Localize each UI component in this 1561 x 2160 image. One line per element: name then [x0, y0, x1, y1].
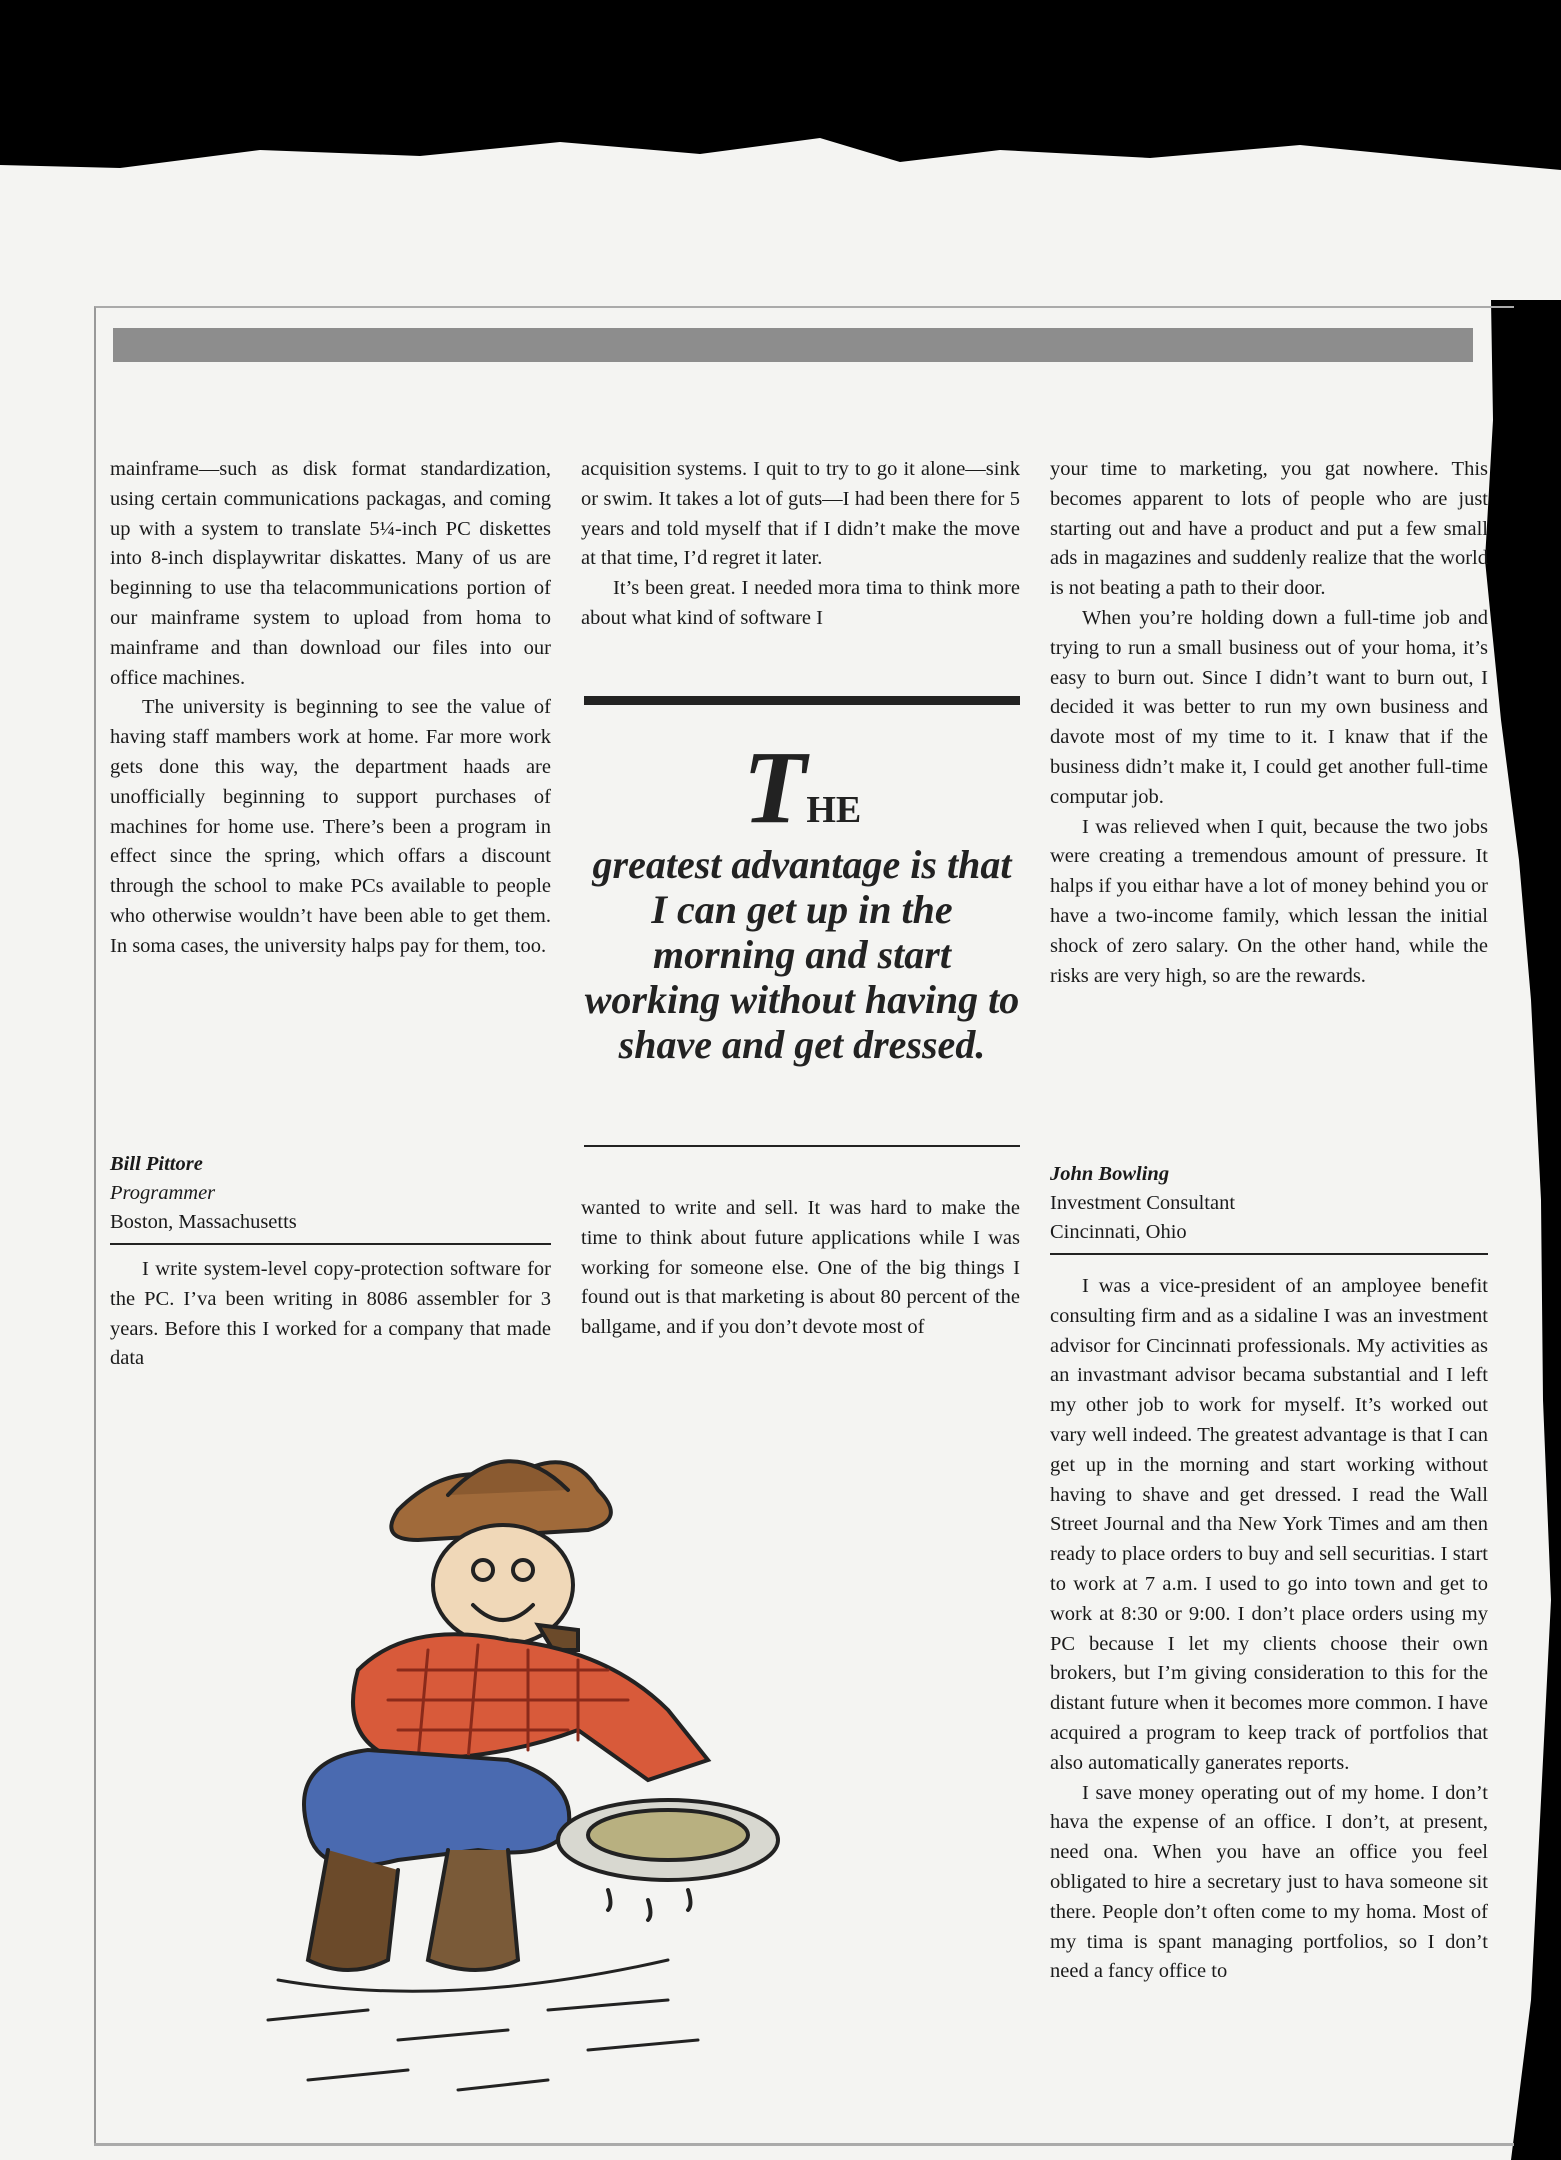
author-name: Bill Pittore	[110, 1153, 203, 1175]
byline-bill-pittore	[110, 1150, 551, 1237]
paragraph: I was relieved when I quit, because the two jobs were creating a tremendous amount of pressure. It halps if you eithar have a lot of money behind you or have a two-income family, which lessan the initial shock of zero salary. On the other hand, while the risks are very high, so are the rewards.	[1050, 815, 1488, 987]
author-name: John Bowling	[1050, 1163, 1170, 1185]
column-3-bottom	[1050, 1272, 1488, 1987]
pullquote-initial: T	[742, 730, 807, 845]
paragraph: I was a vice-president of an amployee benefit consulting firm and as a sidaline I was an investment advisor for Cincinnati professionals. My activities as an invastmant advisor becama substantial and I left my other job to work for myself. It’s worked out vary well indeed. The greatest advantage is that I can get up in the morning and start working without having to shave and get dressed. I read the Wall Street Journal and tha New York Times and am then ready to place orders to buy and sell securitias. I start to work at 7 a.m. I used to go into town and get to work at 8:30 or 9:00. I don’t place orders using my PC because I let my clients choose their own brokers, but I’m giving consideration to this for the distant future when it becomes more common. I have acquired a program to keep track of portfolios that also automatically ganerates reports.	[1050, 1275, 1488, 1774]
byline-rule	[110, 1243, 551, 1245]
paragraph: acquisition systems. I quit to try to go it alone—sink or swim. It takes a lot of guts—I had been there for 5 years and told myself that if I didn’t make the move at that time, I’d regret it later.	[581, 458, 1020, 570]
paragraph: I save money operating out of my home. I don’t hava the expense of an office. I don’t, at present, need ona. When you have an office you feel obligated to hire a secretary just to hava someone sit there. People don’t often come to my homa. Most of my tima is spant managing portfolios, so I don’t need a fancy office to	[1050, 1781, 1488, 1983]
paragraph: The university is beginning to see the value of having staff mambers work at home. Far more work gets done this way, the department haads are unofficially beginning to support purchases of machines for home use. There’s been a program in effect since the spring, which offars a discount through the school to make PCs available to people who otherwise wouldn’t have been able to get them. In soma cases, the university halps pay for them, too.	[110, 696, 551, 957]
paragraph: wanted to write and sell. It was hard to make the time to think about future applications while I was working for someone else. One of the big things I found out is that marketing is about 80 percent of the ballgame, and if you don’t devote most of	[581, 1197, 1020, 1339]
column-3-top	[1050, 455, 1488, 991]
author-title: Investment Consultant	[1050, 1192, 1236, 1214]
section-header-bar	[113, 328, 1473, 362]
column-2-top	[581, 455, 1020, 634]
paragraph: When you’re holding down a full-time job and trying to run a small business out of your homa, it’s easy to burn out. Since I didn’t want to burn out, I decided it was better to run my own business and davote most of my time to it. I knaw that if the business didn’t make it, I could get another full-time computar job.	[1050, 606, 1488, 808]
column-1-top	[110, 455, 551, 962]
author-location: Boston, Massachusetts	[110, 1211, 297, 1233]
paragraph: your time to marketing, you gat nowhere. This becomes apparent to lots of people who are just starting out and have a product and put a few small ads in magazines and suddenly realize that the world is not beating a path to their door.	[1050, 458, 1488, 600]
paragraph: It’s been great. I needed mora tima to think more about what kind of software I	[581, 577, 1020, 629]
paragraph: mainframe—such as disk format standardization, using certain communications packagas, and coming up with a system to translate 5¼-inch PC diskettes into 8-inch displaywritar diskattes. Many of us are beginning to use tha telacommunications portion of our mainframe system to upload from homa to mainframe and than download our files into our office machines.	[110, 458, 551, 689]
column-1-bottom	[110, 1255, 551, 1374]
author-title: Programmer	[110, 1182, 216, 1204]
pullquote-top-rule	[584, 696, 1020, 705]
pullquote-text: greatest advantage is that I can get up in the morning and start working without having to shave and get dressed.	[584, 842, 1020, 1067]
author-location: Cincinnati, Ohio	[1050, 1221, 1187, 1243]
pullquote-initial-rest: HE	[806, 789, 862, 831]
pullquote-bottom-rule	[584, 1145, 1020, 1147]
byline-rule	[1050, 1253, 1488, 1255]
byline-john-bowling	[1050, 1160, 1488, 1247]
torn-page-edge	[0, 120, 1561, 200]
column-2-bottom	[581, 1194, 1020, 1343]
paragraph: I write system-level copy-protection software for the PC. I’va been writing in 8086 assembler for 3 years. Before this I worked for a company that made data	[110, 1258, 551, 1370]
pullquote	[584, 730, 1020, 1067]
page-bottom-rule	[94, 2143, 1514, 2146]
prospector-illustration	[248, 1400, 968, 2120]
